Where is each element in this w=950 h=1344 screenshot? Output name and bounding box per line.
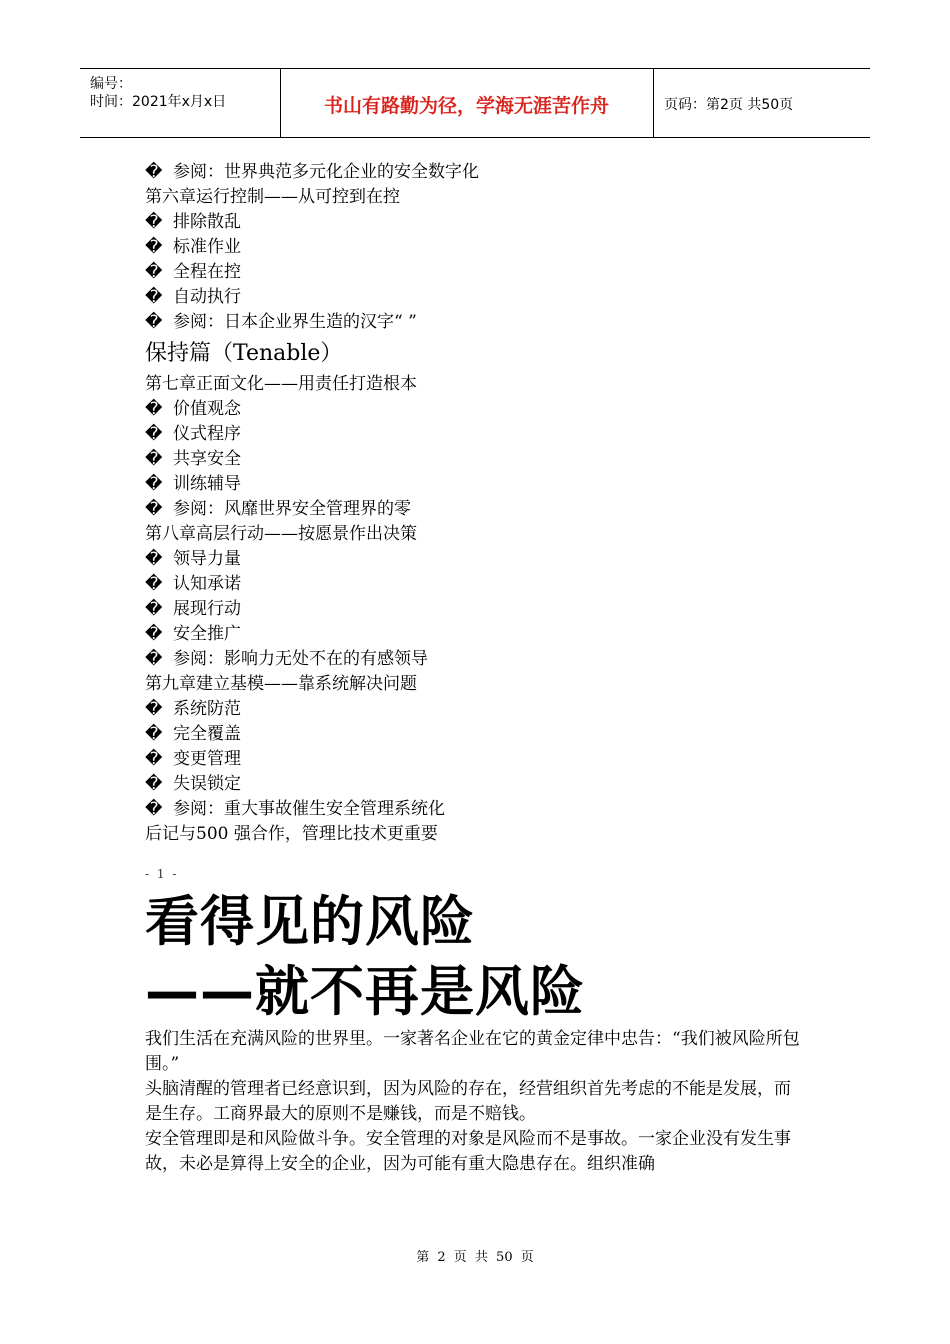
- bullet-icon: �: [145, 399, 163, 419]
- bullet-icon: �: [145, 449, 163, 469]
- toc-item-text: 排除散乱: [173, 212, 241, 232]
- toc-item-text: 领导力量: [173, 549, 241, 569]
- number-label: 编号：: [90, 76, 132, 92]
- bullet-icon: �: [145, 799, 163, 819]
- article-title-line-2: ——就不再是风险: [145, 960, 585, 1023]
- bullet-icon: �: [145, 774, 163, 794]
- page-info: 页码：第2页 共50页: [664, 97, 794, 113]
- toc-item-text: 系统防范: [173, 699, 241, 719]
- chapter-heading: 第八章高层行动——按愿景作出决策: [145, 524, 417, 544]
- toc-item-text: 完全覆盖: [173, 724, 241, 744]
- bullet-icon: �: [145, 312, 163, 332]
- toc-bullet-item: [145, 285, 805, 310]
- header-motto-cell: [280, 69, 654, 137]
- chapter-heading: 第六章运行控制——从可控到在控: [145, 187, 400, 207]
- chapter-heading: 第九章建立基模——靠系统解决问题: [145, 674, 417, 694]
- motto: 书山有路勤为径，学海无涯苦作舟: [323, 95, 609, 117]
- header-page-cell: [654, 69, 870, 137]
- toc-bullet-item: [145, 772, 805, 797]
- toc-item-text: 参阅：日本企业界生造的汉字“ ”: [173, 312, 417, 332]
- article-title-line-1: 看得见的风险: [145, 890, 475, 953]
- toc-bullet-item: [145, 747, 805, 772]
- toc-item-text: 展现行动: [173, 599, 241, 619]
- toc-item-text: 价值观念: [173, 399, 241, 419]
- document-body: [145, 160, 805, 1177]
- bullet-icon: �: [145, 649, 163, 669]
- bullet-icon: �: [145, 749, 163, 769]
- toc-bullet-item: [145, 447, 805, 472]
- bullet-icon: �: [145, 699, 163, 719]
- toc-bullet-item: [145, 697, 805, 722]
- toc-item-text: 仪式程序: [173, 424, 241, 444]
- toc-bullet-item: [145, 422, 805, 447]
- bullet-icon: �: [145, 212, 163, 232]
- bullet-icon: �: [145, 424, 163, 444]
- toc-item-text: 变更管理: [173, 749, 241, 769]
- bullet-icon: �: [145, 162, 163, 182]
- toc-bullet-item: [145, 597, 805, 622]
- bullet-icon: �: [145, 724, 163, 744]
- toc-item-text: 失误锁定: [173, 774, 241, 794]
- bullet-icon: �: [145, 237, 163, 257]
- toc-bullet-item: [145, 797, 805, 822]
- bullet-icon: �: [145, 624, 163, 644]
- toc-bullet-item: [145, 622, 805, 647]
- toc-bullet-item: [145, 547, 805, 572]
- section-title: 保持篇（Tenable）: [145, 341, 343, 366]
- paragraph: 我们生活在充满风险的世界里。一家著名企业在它的黄金定律中忠告：“我们被风险所包围。”: [145, 1029, 800, 1074]
- toc-item-text: 认知承诺: [173, 574, 241, 594]
- bullet-icon: �: [145, 474, 163, 494]
- page-footer: 第 2 页 共 50 页: [416, 1250, 534, 1265]
- paragraph: 安全管理即是和风险做斗争。安全管理的对象是风险而不是事故。一家企业没有发生事故，未必是算得上安全的企业，因为可能有重大隐患存在。组织准确: [145, 1129, 791, 1174]
- bullet-icon: �: [145, 499, 163, 519]
- bullet-icon: �: [145, 287, 163, 307]
- paragraph: 头脑清醒的管理者已经意识到，因为风险的存在，经营组织首先考虑的不能是发展，而是生存。工商界最大的原则不是赚钱，而是不赔钱。: [145, 1079, 791, 1124]
- toc-bullet-item: [145, 472, 805, 497]
- toc-bullet-item: [145, 235, 805, 260]
- bullet-icon: �: [145, 599, 163, 619]
- toc-bullet-item: [145, 260, 805, 285]
- toc-bullet-item: [145, 722, 805, 747]
- toc-item-text: 参阅：影响力无处不在的有感领导: [173, 649, 428, 669]
- chapter-heading: 第七章正面文化——用责任打造根本: [145, 374, 417, 394]
- bullet-icon: �: [145, 262, 163, 282]
- page-marker: - 1 -: [145, 867, 179, 881]
- toc-item-text: 参阅：世界典范多元化企业的安全数字化: [173, 162, 479, 182]
- toc-item-text: 自动执行: [173, 287, 241, 307]
- page-header: [80, 68, 870, 138]
- toc-item-text: 训练辅导: [173, 474, 241, 494]
- toc-item-text: 标准作业: [173, 237, 241, 257]
- toc-item-text: 全程在控: [173, 262, 241, 282]
- toc-bullet-item: [145, 160, 805, 185]
- toc-item-text: 共享安全: [173, 449, 241, 469]
- toc-bullet-item: [145, 310, 805, 335]
- toc-item-text: 安全推广: [173, 624, 241, 644]
- chapter-heading: 后记与500 强合作，管理比技术更重要: [145, 824, 438, 844]
- toc-item-text: 参阅：重大事故催生安全管理系统化: [173, 799, 445, 819]
- bullet-icon: �: [145, 574, 163, 594]
- table-of-contents: [145, 160, 805, 847]
- toc-bullet-item: [145, 572, 805, 597]
- header-meta-cell: [80, 69, 281, 137]
- toc-item-text: 参阅：风靡世界安全管理界的零: [173, 499, 411, 519]
- toc-bullet-item: [145, 397, 805, 422]
- bullet-icon: �: [145, 549, 163, 569]
- date-label: 时间：2021年x月x日: [90, 94, 227, 110]
- toc-bullet-item: [145, 497, 805, 522]
- toc-bullet-item: [145, 210, 805, 235]
- article-body: [145, 1027, 805, 1177]
- toc-bullet-item: [145, 647, 805, 672]
